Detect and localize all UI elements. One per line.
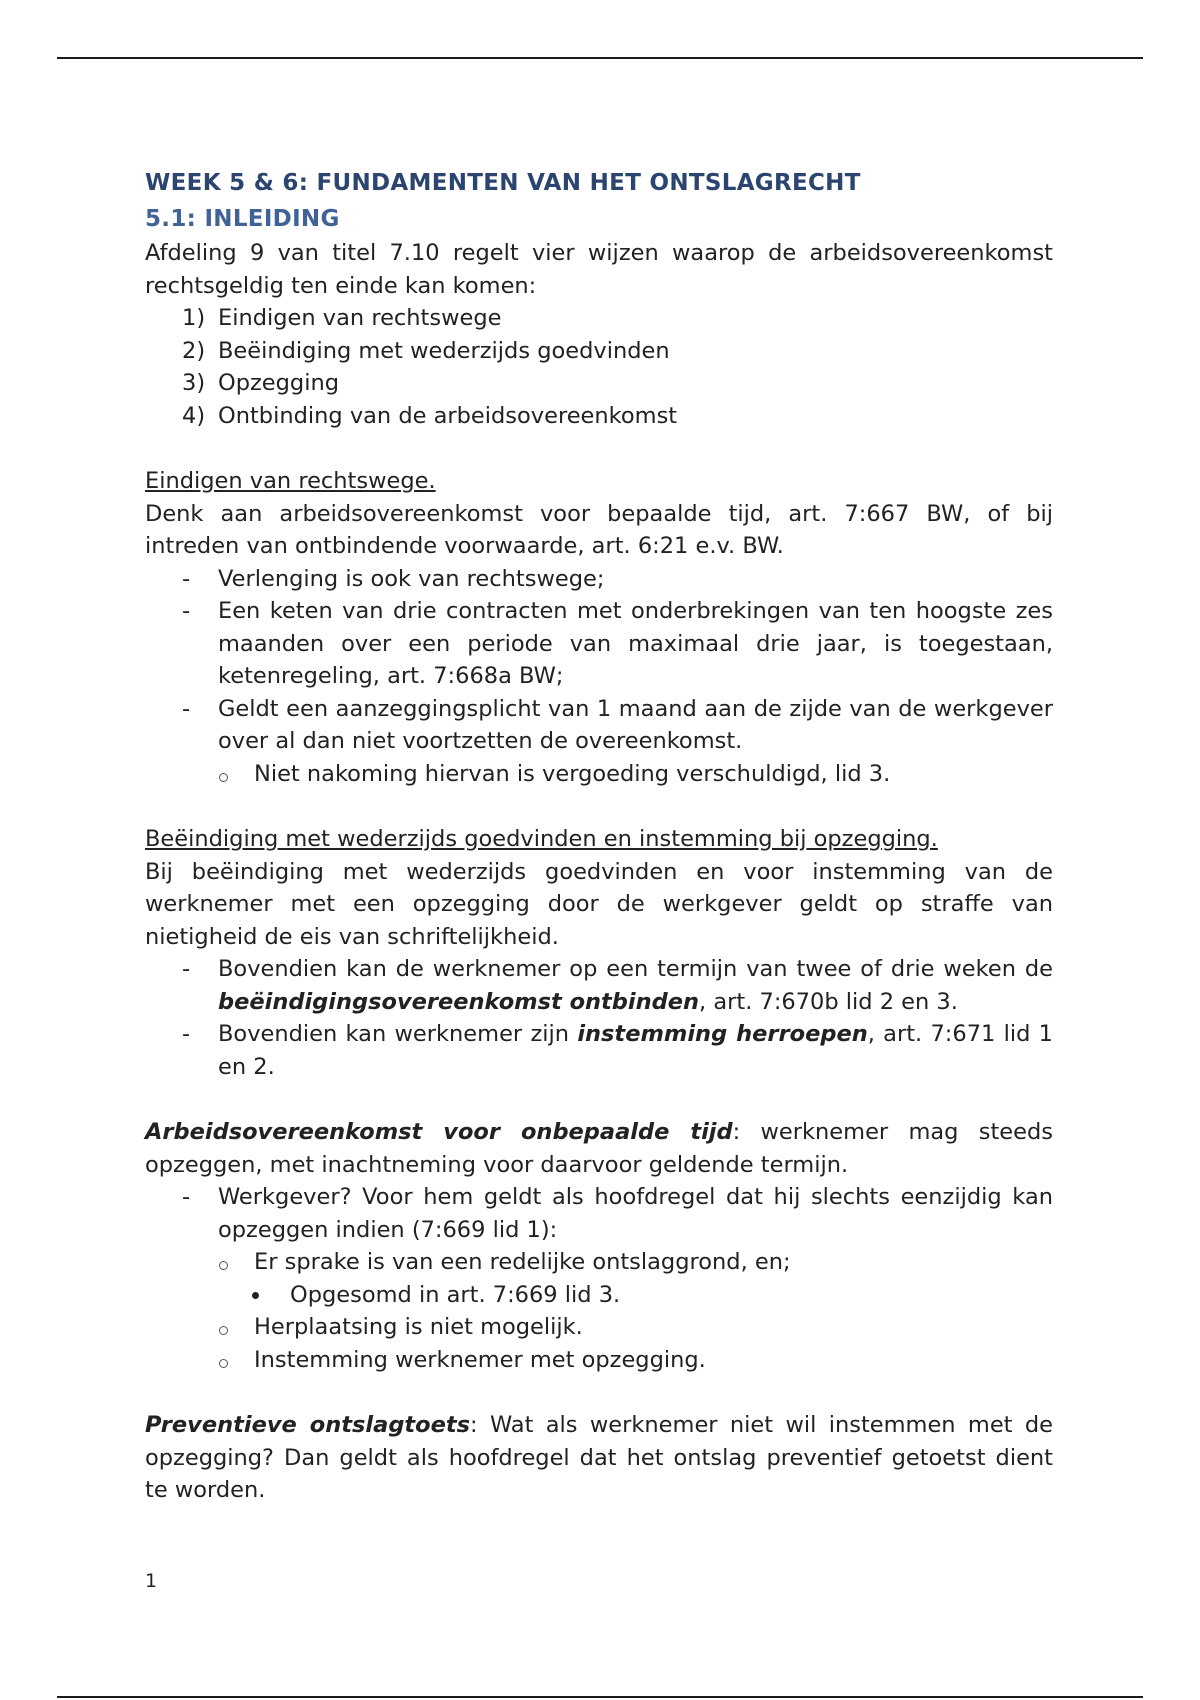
list-item: - Een keten van drie contracten met onderbrekingen van ten hoogste zes maanden over een periode van maximaal drie jaar, is toegestaan, ketenregeling, art. 7:668a BW; bbox=[182, 598, 1053, 689]
section-heading: 5.1: INLEIDING bbox=[145, 206, 340, 232]
document-body bbox=[145, 165, 1053, 1507]
sub-list-item: Herplaatsing is niet mogelijk. bbox=[218, 1311, 1053, 1344]
list-item: - Bovendien kan de werknemer op een termijn van twee of drie weken de beëindigingsovereenkomst ontbinden, art. 7:670b lid 2 en 3. bbox=[182, 956, 1053, 1015]
list-item: 2) Beëindiging met wederzijds goedvinden bbox=[182, 337, 670, 364]
paragraph-wederzijds: Bij beëindiging met wederzijds goedvinden en voor instemming van de werknemer met een opzegging door de werkgever geldt op straffe van nietigheid de eis van schriftelijkheid. bbox=[145, 858, 1053, 950]
paragraph-rechtswege: Denk aan arbeidsovereenkomst voor bepaalde tijd, art. 7:667 BW, of bij intreden van ontbindende voorwaarde, art. 6:21 e.v. BW. bbox=[145, 500, 1053, 559]
page-number: 1 bbox=[145, 1570, 158, 1592]
list-item: 4) Ontbinding van de arbeidsovereenkomst bbox=[182, 402, 678, 429]
subheading-wederzijds: Beëindiging met wederzijds goedvinden en instemming bij opzegging. bbox=[145, 826, 938, 852]
list-item: - Geldt een aanzeggingsplicht van 1 maand aan de zijde van de werkgever over al dan niet voortzetten de overeenkomst. Niet nakoming hiervan is vergoeding verschuldigd, lid 3. bbox=[145, 693, 1053, 791]
bullet-list-rechtswege bbox=[145, 563, 1053, 791]
sub-sub-list-item: Opgesomd in art. 7:669 lid 3. bbox=[254, 1279, 1053, 1312]
page-title: WEEK 5 & 6: FUNDAMENTEN VAN HET ONTSLAGRECHT bbox=[145, 170, 861, 196]
list-item: 3) Opzegging bbox=[182, 370, 340, 396]
sub-list-item: Instemming werknemer met opzegging. bbox=[218, 1344, 1053, 1377]
footer-rule bbox=[57, 1696, 1143, 1698]
intro-paragraph: Afdeling 9 van titel 7.10 regelt vier wijzen waarop de arbeidsovereenkomst rechtsgeldig ten einde kan komen: bbox=[145, 240, 1053, 299]
paragraph-onbepaalde-tijd: Arbeidsovereenkomst voor onbepaalde tijd: werknemer mag steeds opzeggen, met inachtneming voor daarvoor geldende termijn. bbox=[145, 1119, 1053, 1178]
bullet-list-onbepaalde-tijd bbox=[145, 1181, 1053, 1376]
bullet-list-wederzijds bbox=[145, 953, 1053, 1083]
subheading-rechtswege: Eindigen van rechtswege. bbox=[145, 468, 436, 494]
list-item: 1) Eindigen van rechtswege bbox=[182, 305, 502, 331]
paragraph-preventieve-toets: Preventieve ontslagtoets: Wat als werknemer niet wil instemmen met de opzegging? Dan geldt als hoofdregel dat het ontslag preventief getoetst dient te worden. bbox=[145, 1412, 1053, 1503]
list-item: - Verlenging is ook van rechtswege; bbox=[182, 565, 605, 592]
ways-list bbox=[145, 302, 1053, 432]
sub-list-item: Er sprake is van een redelijke ontslaggrond, en; Opgesomd in art. 7:669 lid 3. bbox=[218, 1246, 1053, 1311]
list-item: - Bovendien kan werknemer zijn instemming herroepen, art. 7:671 lid 1 en 2. bbox=[182, 1021, 1053, 1080]
list-item: - Werkgever? Voor hem geldt als hoofdregel dat hij slechts eenzijdig kan opzeggen indien (7:669 lid 1): Er sprake is van een redelijke ontslaggrond, en; Opgesomd in art. 7:669 lid 3. Herplaatsing is niet mogelijk. Instemming werknemer met opzegging. bbox=[145, 1181, 1053, 1376]
sub-list-item: Niet nakoming hiervan is vergoeding verschuldigd, lid 3. bbox=[218, 758, 1053, 791]
header-rule bbox=[57, 57, 1143, 59]
